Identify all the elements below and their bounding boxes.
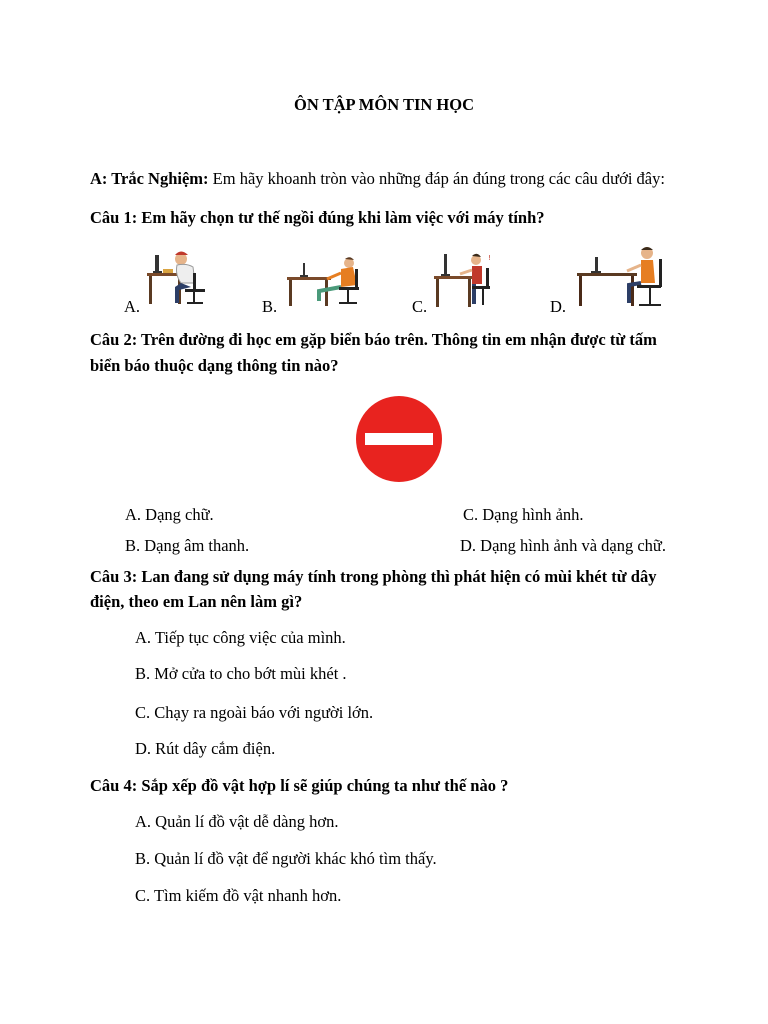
question-3-line-2: điện, theo em Lan nên làm gì? (90, 592, 303, 611)
q4-option-c[interactable]: C. Tìm kiếm đồ vật nhanh hơn. (135, 886, 342, 905)
q3-option-a[interactable]: A. Tiếp tục công việc của mình. (135, 628, 346, 647)
section-a-label: A: Trắc Nghiệm: (90, 169, 209, 188)
q3-option-c[interactable]: C. Chạy ra ngoài báo với người lớn. (135, 703, 374, 722)
posture-image-a[interactable] (145, 245, 217, 307)
q2-option-d[interactable]: D. Dạng hình ảnh và dạng chữ. (460, 536, 666, 555)
q1-option-a[interactable]: A. (124, 297, 141, 316)
q2-option-b[interactable]: B. Dạng âm thanh. (125, 536, 250, 555)
q4-option-a[interactable]: A. Quản lí đồ vật dễ dàng hơn. (135, 812, 339, 831)
question-2-line-1: Câu 2: Trên đường đi học em gặp biển báo trên. Thông tin em nhận được từ tấm (90, 330, 657, 349)
posture-image-c[interactable] (432, 248, 500, 310)
section-a-instruction (90, 169, 665, 189)
posture-image-b[interactable] (283, 253, 365, 308)
section-a-text: Em hãy khoanh tròn vào những đáp án đúng trong các câu dưới đây: (208, 169, 665, 188)
q3-option-b[interactable]: B. Mở cửa to cho bớt mùi khét . (135, 664, 347, 683)
q2-option-a[interactable]: A. Dạng chữ. (125, 505, 214, 524)
question-1: Câu 1: Em hãy chọn tư thế ngồi đúng khi làm việc với máy tính? (90, 208, 545, 227)
q3-option-d[interactable]: D. Rút dây cắm điện. (135, 739, 276, 758)
q1-option-d[interactable]: D. (550, 297, 567, 316)
q1-option-c[interactable]: C. (412, 297, 428, 316)
page-title: ÔN TẬP MÔN TIN HỌC (294, 95, 474, 114)
posture-image-d[interactable] (575, 243, 675, 309)
q2-option-c[interactable]: C. Dạng hình ảnh. (463, 505, 584, 524)
no-entry-sign-icon (355, 395, 443, 483)
q4-option-b[interactable]: B. Quản lí đồ vật để người khác khó tìm thấy. (135, 849, 437, 868)
question-2-line-2: biển báo thuộc dạng thông tin nào? (90, 356, 339, 375)
question-4: Câu 4: Sắp xếp đồ vật hợp lí sẽ giúp chúng ta như thế nào ? (90, 776, 509, 795)
question-3-line-1: Câu 3: Lan đang sử dụng máy tính trong phòng thì phát hiện có mùi khét từ dây (90, 567, 657, 586)
svg-text:!: ! (488, 254, 491, 262)
q1-option-b[interactable]: B. (262, 297, 278, 316)
